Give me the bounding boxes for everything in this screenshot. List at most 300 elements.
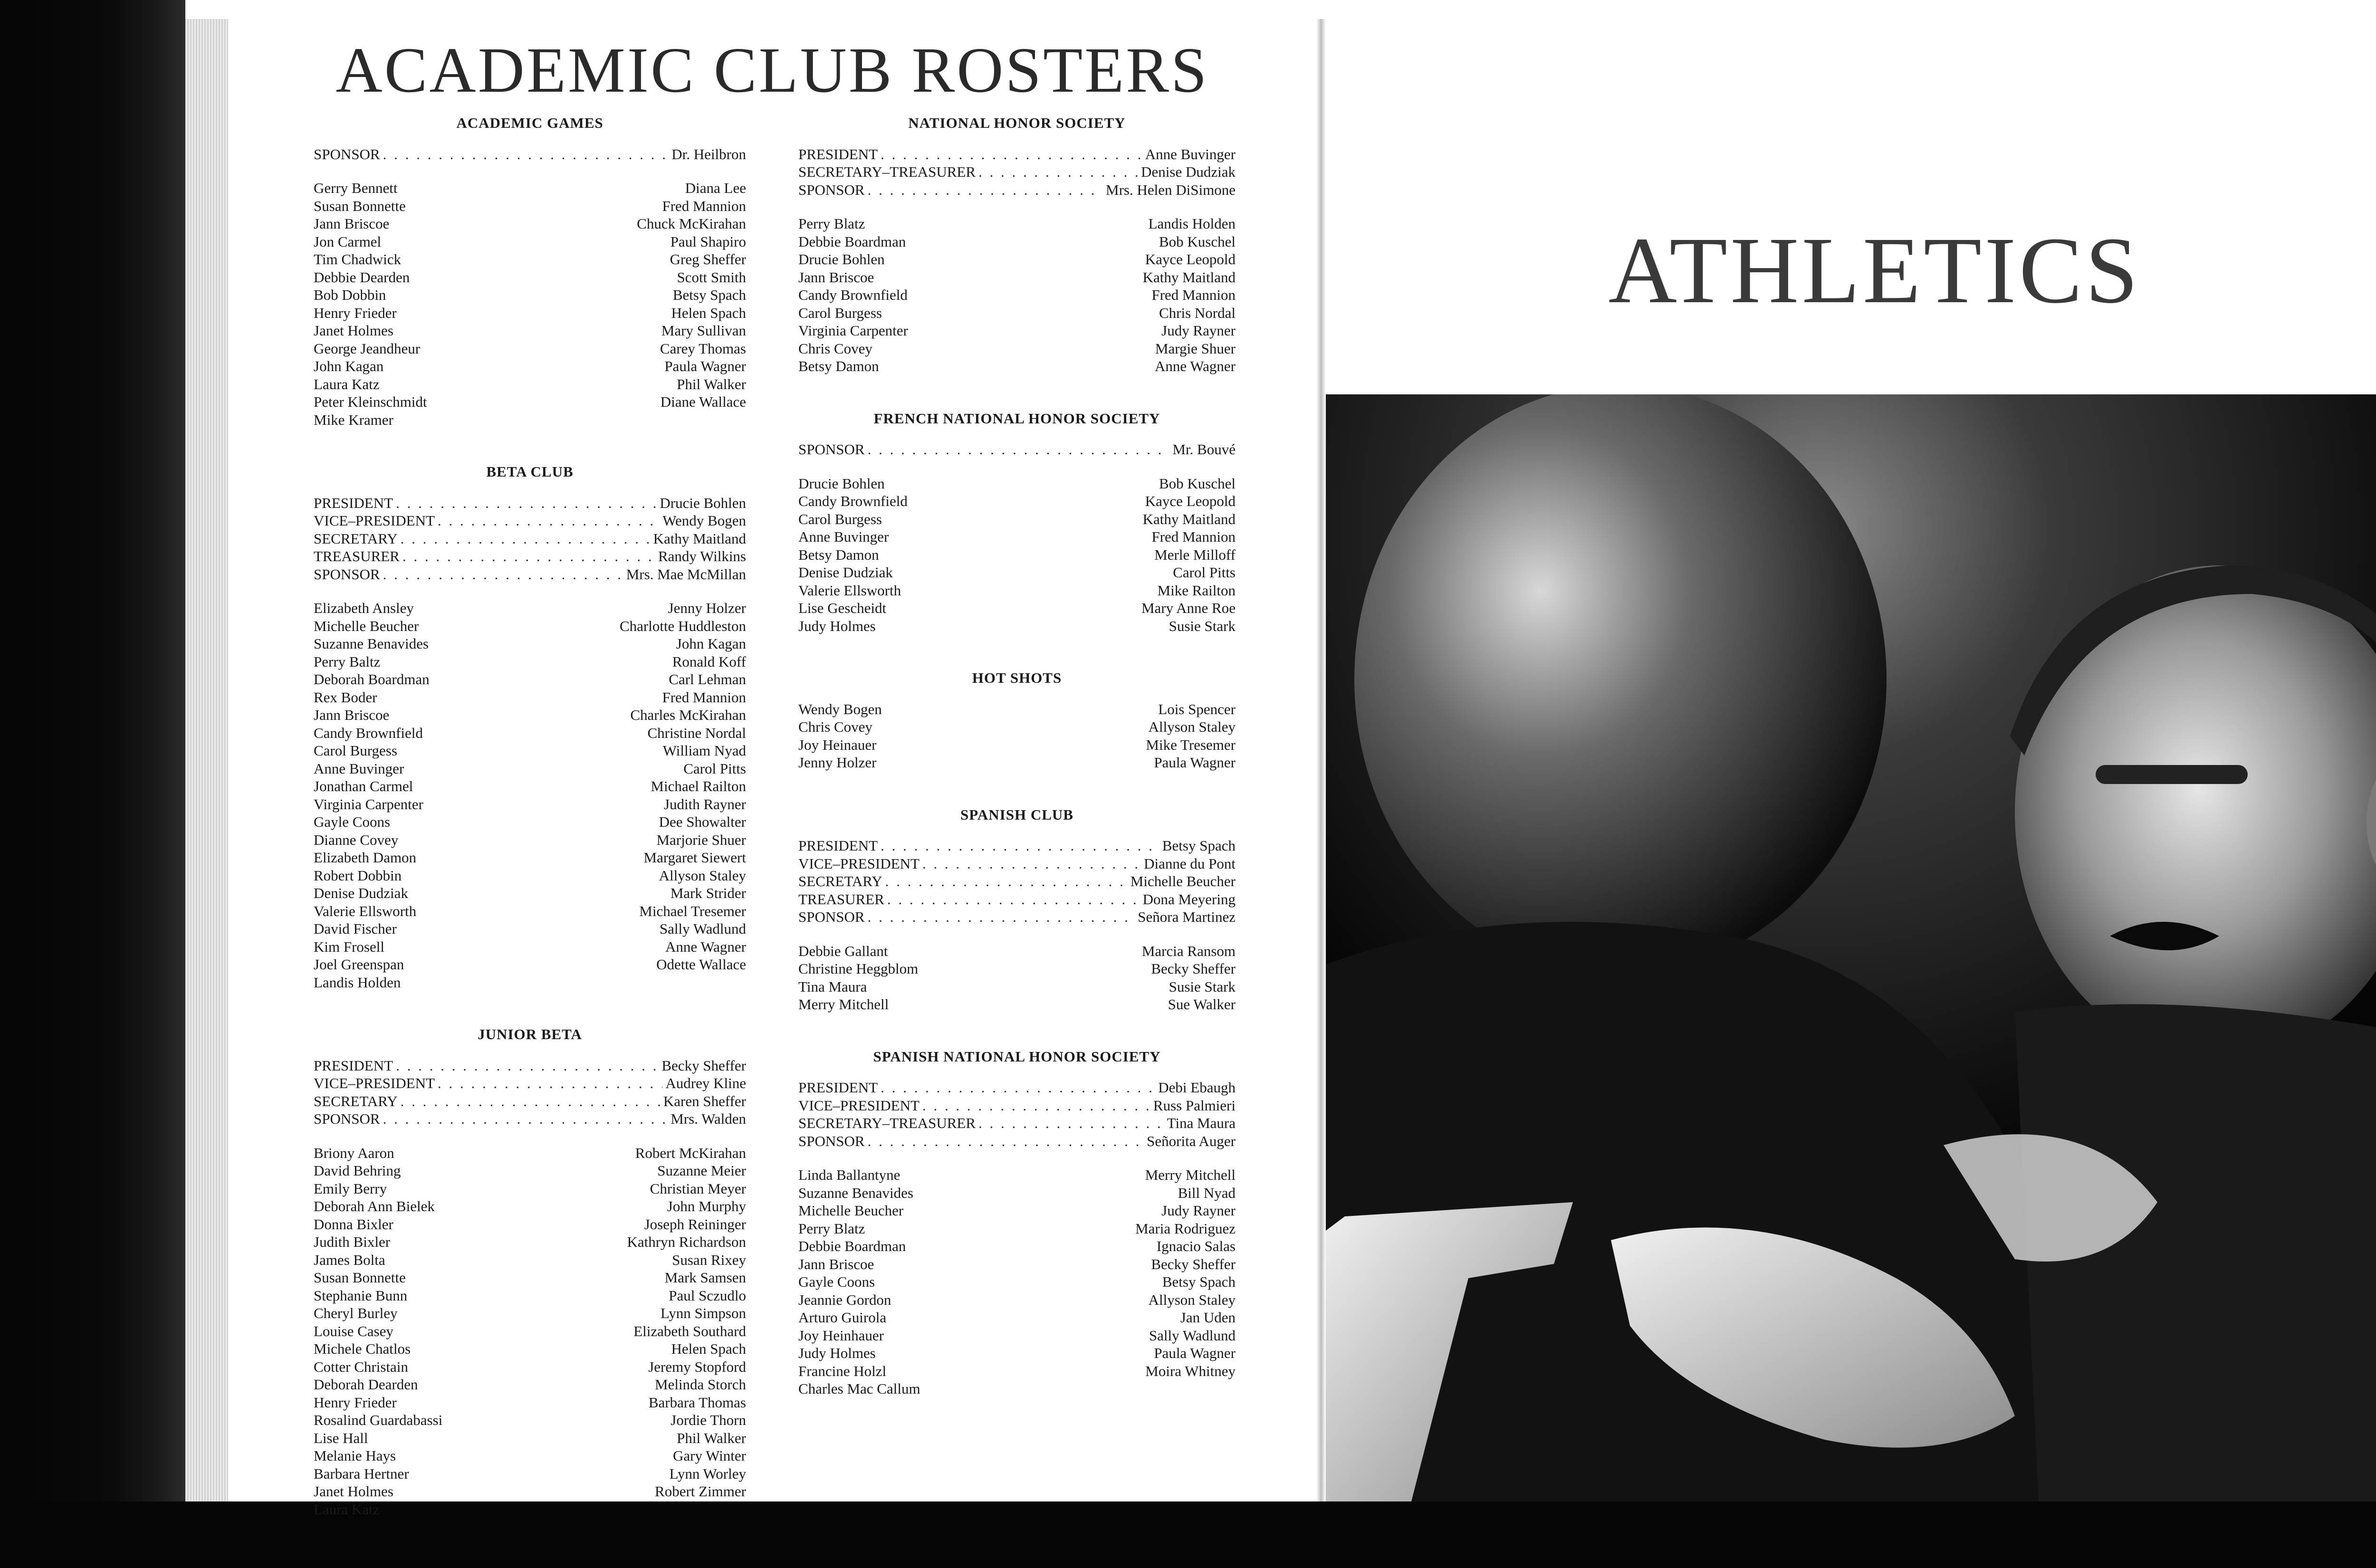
member-name: Donna Bixler	[314, 1215, 393, 1233]
member-name: Scott Smith	[677, 268, 746, 286]
member-name: Peter Kleinschmidt	[314, 393, 427, 410]
member-name: Betsy Damon	[798, 358, 879, 374]
member-name: Susan Bonnette	[314, 1269, 406, 1286]
member-name: Chris Covey	[798, 340, 872, 357]
officer-row-sponsor	[798, 1132, 1236, 1150]
member-name: John Kagan	[676, 635, 746, 652]
officer-row-president	[314, 1057, 746, 1075]
member-name: Betsy Damon	[798, 546, 879, 563]
officer-row-vice-president	[798, 855, 1236, 873]
member-name: Robert Zimmer	[655, 1483, 746, 1500]
section-spanish-club	[798, 806, 1236, 1048]
officer-row-sponsor	[798, 440, 1236, 459]
member-name: Judy Holmes	[798, 1345, 876, 1361]
member-name: Paul Shapiro	[670, 233, 746, 250]
member-name: Ignacio Salas	[1156, 1238, 1236, 1254]
member-name: Susan Rixey	[672, 1251, 746, 1268]
officer-name: Señorita Auger	[1147, 1132, 1236, 1149]
officer-role: VICE–PRESIDENT	[798, 1097, 920, 1114]
officer-role: SECRETARY–TREASURER	[798, 163, 976, 180]
section-spanish-nhs	[798, 1048, 1236, 1432]
officer-name: Kathy Maitland	[653, 530, 746, 547]
member-name: Jonathan Carmel	[314, 778, 413, 794]
officer-name: Debi Ebaugh	[1158, 1079, 1236, 1096]
officer-name: Señora Martinez	[1138, 908, 1236, 925]
member-name: James Bolta	[314, 1251, 385, 1268]
officer-row-secretary-treasurer	[798, 1114, 1236, 1132]
member-name: Janet Holmes	[314, 322, 393, 339]
officer-role: SPONSOR	[314, 565, 380, 583]
dot-leader	[868, 181, 1103, 199]
member-name: Paula Wagner	[1154, 754, 1236, 771]
member-list	[798, 215, 1236, 375]
member-name: Kathy Maitland	[1142, 510, 1236, 527]
member-name: Mike Tresemer	[1146, 736, 1236, 753]
member-name: Phil Walker	[677, 375, 746, 392]
member-name: Carol Burgess	[314, 742, 397, 759]
member-name: Betsy Spach	[672, 287, 746, 303]
member-name: Cheryl Burley	[314, 1305, 398, 1321]
member-name: Cotter Christain	[314, 1358, 408, 1375]
officer-role: VICE–PRESIDENT	[314, 512, 435, 529]
member-name: Jann Briscoe	[314, 707, 390, 723]
member-name: Perry Blatz	[798, 215, 865, 232]
dot-leader	[402, 547, 655, 565]
member-name: Virginia Carpenter	[314, 795, 423, 813]
section-title: SPANISH NATIONAL HONOR SOCIETY	[873, 1048, 1161, 1065]
member-name: William Nyad	[662, 742, 746, 759]
member-name: Carey Thomas	[660, 340, 746, 357]
member-name: Michael Tresemer	[639, 902, 746, 919]
member-name: Gary Winter	[673, 1447, 746, 1464]
member-name: Bob Kuschel	[1159, 233, 1236, 250]
member-list	[314, 599, 746, 991]
member-name: Sally Wadlund	[1149, 1327, 1236, 1344]
member-name: Charles Mac Callum	[798, 1380, 920, 1397]
officer-row-treasurer	[798, 890, 1236, 908]
officer-role: VICE–PRESIDENT	[798, 855, 920, 872]
member-name: Joseph Reininger	[644, 1215, 746, 1233]
section-gap	[798, 772, 1236, 806]
member-name: Debbie Dearden	[314, 268, 410, 286]
dot-leader	[887, 890, 1140, 908]
dot-leader	[868, 1132, 1144, 1150]
officer-role: SECRETARY	[314, 1092, 398, 1109]
member-name: Margaret Siewert	[643, 849, 746, 866]
member-name: Jann Briscoe	[798, 1255, 874, 1272]
member-name: Fred Mannion	[1151, 528, 1236, 545]
section-gap	[314, 991, 746, 1025]
section-title: NATIONAL HONOR SOCIETY	[908, 115, 1126, 131]
officer-row-sponsor	[314, 565, 746, 583]
officer-role: PRESIDENT	[798, 837, 878, 854]
member-name: Melinda Storch	[655, 1376, 746, 1393]
officer-role: SPONSOR	[798, 181, 865, 198]
member-name: Sally Wadlund	[659, 920, 746, 937]
officer-name: Betsy Spach	[1162, 837, 1236, 854]
page-stack-edge	[185, 19, 228, 1501]
member-name: Joy Heinhauer	[798, 1327, 884, 1344]
section-title: HOT SHOTS	[972, 669, 1062, 686]
member-name: Deborah Dearden	[314, 1376, 418, 1393]
member-name: Tina Maura	[798, 978, 867, 995]
officer-name: Drucie Bohlen	[660, 494, 746, 511]
section-gap	[798, 1013, 1236, 1048]
member-name: Mark Strider	[670, 885, 746, 901]
officer-row-president	[314, 494, 746, 512]
member-name: Stephanie Bunn	[314, 1287, 408, 1304]
member-name: Debbie Boardman	[798, 1238, 906, 1254]
dot-leader	[383, 1110, 668, 1128]
section-academic-games	[314, 114, 746, 463]
officer-name: Audrey Kline	[665, 1075, 746, 1091]
member-name: Robert McKirahan	[635, 1144, 746, 1161]
officer-role: SPONSOR	[314, 145, 380, 163]
dot-leader	[396, 494, 657, 512]
member-name: Joy Heinauer	[798, 736, 877, 753]
officer-name: Karen Sheffer	[663, 1092, 746, 1109]
officer-name: Mrs. Mae McMillan	[626, 565, 746, 583]
member-name: Anne Buvinger	[798, 528, 889, 545]
member-name: Jeremy Stopford	[648, 1358, 746, 1375]
member-name: Carl Lehman	[669, 671, 746, 688]
dot-leader	[881, 1079, 1155, 1097]
member-name: Lise Hall	[314, 1429, 368, 1446]
member-name: John Kagan	[314, 358, 384, 374]
member-name: Briony Aaron	[314, 1144, 394, 1161]
right-page	[1326, 19, 2376, 1501]
member-name: Anne Buvinger	[314, 760, 404, 777]
officer-role: SPONSOR	[798, 441, 865, 458]
member-list	[314, 1144, 746, 1519]
member-name: Drucie Bohlen	[798, 251, 885, 268]
dot-leader	[978, 1114, 1164, 1132]
member-name: Diane Wallace	[660, 393, 746, 410]
officer-row-secretary	[314, 530, 746, 548]
officer-name: Tina Maura	[1167, 1115, 1236, 1131]
member-name: Elizabeth Damon	[314, 849, 417, 866]
coach-player-photo	[1326, 394, 2376, 1501]
member-name: Charles McKirahan	[630, 707, 746, 723]
officer-row-sponsor	[798, 908, 1236, 926]
member-name: Christine Nordal	[647, 724, 746, 741]
left-column	[314, 114, 746, 1552]
member-name: Chris Nordal	[1159, 304, 1236, 321]
member-name: Anne Wagner	[665, 938, 746, 955]
section-gap	[314, 1518, 746, 1552]
member-name: Fred Mannion	[1151, 287, 1236, 303]
member-name: Merry Mitchell	[1145, 1166, 1236, 1183]
member-name: Gayle Coons	[798, 1273, 875, 1290]
dot-leader	[383, 565, 623, 583]
member-name: Carol Burgess	[798, 304, 882, 321]
section-gap	[798, 635, 1236, 669]
member-name	[620, 974, 746, 992]
member-name: Mary Anne Roe	[1141, 600, 1236, 616]
member-name: Helen Spach	[671, 1340, 746, 1357]
officer-role: PRESIDENT	[798, 1079, 878, 1096]
member-name: Candy Brownfield	[798, 493, 908, 509]
member-name: John Murphy	[667, 1198, 746, 1214]
member-name: Chris Covey	[798, 718, 872, 735]
member-name: Judy Rayner	[1161, 1202, 1236, 1219]
section-title: FRENCH NATIONAL HONOR SOCIETY	[873, 410, 1160, 427]
member-name: Valerie Ellsworth	[798, 582, 901, 599]
member-list	[798, 475, 1236, 635]
section-gap	[798, 1398, 1236, 1432]
member-name: Betsy Spach	[1162, 1273, 1236, 1290]
member-name: Lois Spencer	[1158, 700, 1236, 717]
member-name: Wendy Bogen	[798, 700, 882, 717]
section-gap	[798, 375, 1236, 410]
member-name: Debbie Gallant	[798, 942, 888, 959]
section-national-honor-society	[798, 114, 1236, 410]
member-name: Jordie Thorn	[671, 1412, 746, 1428]
member-name: Maria Rodriguez	[1135, 1220, 1236, 1237]
member-name: Judy Holmes	[798, 617, 876, 634]
officer-role: PRESIDENT	[314, 494, 393, 511]
member-name: Greg Sheffer	[670, 251, 746, 268]
book-gutter	[1316, 19, 1326, 1501]
member-name: Judith Bixler	[314, 1233, 391, 1250]
member-name: Laura Katz	[314, 375, 380, 392]
member-name: Rex Boder	[314, 688, 377, 706]
member-name: Bob Kuschel	[1159, 475, 1236, 492]
member-name: Henry Frieder	[314, 1394, 397, 1411]
section-title: SPANISH CLUB	[960, 806, 1073, 823]
officer-role: SECRETARY–TREASURER	[798, 1115, 976, 1131]
officer-name: Wendy Bogen	[662, 512, 746, 529]
member-name: Gayle Coons	[314, 813, 391, 830]
officer-role: SECRETARY	[798, 873, 882, 889]
member-name: Fred Mannion	[662, 197, 746, 214]
officer-row-secretary	[798, 872, 1236, 890]
member-name: Debbie Boardman	[798, 233, 906, 250]
scan-border-left	[0, 0, 185, 1568]
officer-row-president	[798, 145, 1236, 163]
member-name: Linda Ballantyne	[798, 1166, 901, 1183]
member-name: Anne Wagner	[1155, 358, 1236, 374]
member-name: Laura Katz	[314, 1501, 380, 1518]
officer-row-president	[798, 1079, 1236, 1097]
member-name: Becky Sheffer	[1151, 960, 1236, 977]
member-name: Michelle Beucher	[798, 1202, 904, 1219]
member-name: Susie Stark	[1169, 617, 1236, 634]
officer-row-president	[798, 837, 1236, 855]
member-name: Carol Pitts	[1173, 564, 1236, 581]
member-name: Merry Mitchell	[798, 996, 889, 1013]
member-name: Landis Holden	[314, 974, 401, 991]
member-name: Suzanne Benavides	[798, 1184, 913, 1201]
member-name: Susie Stark	[1169, 978, 1236, 995]
member-name: Candy Brownfield	[798, 287, 908, 303]
section-gap	[314, 429, 746, 463]
member-name: Denise Dudziak	[314, 885, 408, 901]
member-name: Sue Walker	[1168, 996, 1236, 1013]
dot-leader	[438, 512, 660, 530]
member-name: Allyson Staley	[1148, 718, 1236, 735]
member-name: Jenny Holzer	[798, 754, 877, 771]
officer-name: Michelle Beucher	[1130, 873, 1236, 889]
officer-role: PRESIDENT	[798, 145, 878, 163]
left-page	[228, 19, 1316, 1518]
member-name: Landis Holden	[1148, 215, 1236, 232]
officer-row-sponsor	[314, 1110, 746, 1128]
officer-role: SPONSOR	[798, 1132, 865, 1149]
member-list	[798, 942, 1236, 1013]
member-name: Michele Chatlos	[314, 1340, 411, 1357]
section-hot-shots	[798, 669, 1236, 806]
member-name: Henry Frieder	[314, 304, 397, 321]
member-name: Paula Wagner	[1154, 1345, 1236, 1361]
member-name: Arturo Guirola	[798, 1309, 887, 1326]
member-name: Kathy Maitland	[1142, 268, 1236, 286]
member-name: Ronald Koff	[672, 653, 746, 670]
member-name: Jenny Holzer	[668, 600, 746, 616]
member-name: Jon Carmel	[314, 233, 382, 250]
page-title: ACADEMIC CLUB ROSTERS	[335, 35, 1209, 106]
member-name: Merle Milloff	[1154, 546, 1236, 563]
section-title: ACADEMIC GAMES	[456, 115, 604, 131]
member-list	[798, 1166, 1236, 1398]
member-name: Elizabeth Southard	[633, 1322, 746, 1339]
dot-leader	[438, 1074, 663, 1092]
member-name: Elizabeth Ansley	[314, 600, 414, 616]
officer-name: Dr. Heilbron	[671, 145, 746, 163]
dot-leader	[401, 530, 651, 548]
member-name: Diana Lee	[685, 180, 746, 196]
member-name: Mike Kramer	[314, 411, 393, 428]
member-name: Robert Dobbin	[314, 867, 402, 884]
member-name: Michael Railton	[651, 778, 746, 794]
member-name: Kim Frosell	[314, 938, 384, 955]
officer-row-sponsor	[798, 181, 1236, 199]
member-name: Jann Briscoe	[798, 268, 874, 286]
officer-name: Randy Wilkins	[658, 548, 746, 564]
member-name: Joel Greenspan	[314, 956, 404, 973]
member-name: Louise Casey	[314, 1322, 393, 1339]
dot-leader	[881, 145, 1142, 163]
member-name: Allyson Staley	[659, 867, 746, 884]
member-name: Perry Baltz	[314, 653, 381, 670]
dot-leader	[885, 872, 1128, 890]
member-name: Michelle Beucher	[314, 617, 419, 634]
member-name: Bob Dobbin	[314, 287, 386, 303]
member-name: Barbara Thomas	[648, 1394, 746, 1411]
officer-role: SECRETARY	[314, 530, 398, 547]
officer-role: TREASURER	[314, 548, 400, 564]
dot-leader	[881, 837, 1159, 855]
member-name: Kayce Leopold	[1145, 493, 1236, 509]
member-name: Lynn Simpson	[660, 1305, 746, 1321]
member-name: Bill Nyad	[1178, 1184, 1236, 1201]
member-name: Marcia Ransom	[1141, 942, 1236, 959]
officer-row-sponsor	[314, 145, 746, 163]
officer-name: Anne Buvinger	[1145, 145, 1236, 163]
officer-name: Dona Meyering	[1142, 890, 1236, 908]
athletics-photo	[1326, 394, 2376, 1501]
member-name: Jan Uden	[1180, 1309, 1236, 1326]
member-name	[1135, 1380, 1236, 1398]
officer-role: SPONSOR	[314, 1110, 380, 1127]
member-name: Rosalind Guardabassi	[314, 1412, 443, 1428]
officer-name: Dianne du Pont	[1144, 855, 1236, 872]
member-name: Suzanne Meier	[657, 1162, 746, 1179]
member-name: Susan Bonnette	[314, 197, 406, 214]
section-title: JUNIOR BETA	[478, 1026, 582, 1042]
officer-name: Denise Dudziak	[1141, 163, 1236, 180]
member-name: Marjorie Shuer	[656, 831, 746, 848]
officer-role: TREASURER	[798, 890, 884, 908]
member-name: David Behring	[314, 1162, 401, 1179]
right-column	[798, 114, 1236, 1432]
member-name: Carol Burgess	[798, 510, 882, 527]
member-name: Suzanne Benavides	[314, 635, 429, 652]
member-list	[798, 700, 1236, 772]
officer-name: Mrs. Walden	[671, 1110, 746, 1127]
member-name: Tim Chadwick	[314, 251, 402, 268]
officer-role: VICE–PRESIDENT	[314, 1075, 435, 1091]
section-junior-beta	[314, 1025, 746, 1552]
member-name: Dianne Covey	[314, 831, 399, 848]
member-name: Perry Blatz	[798, 1220, 865, 1237]
officer-row-secretary	[314, 1092, 746, 1110]
member-name: Denise Dudziak	[798, 564, 893, 581]
officer-row-vice-president	[314, 1074, 746, 1092]
dot-leader	[978, 163, 1138, 181]
member-name: Janet Holmes	[314, 1483, 393, 1500]
section-beta-club	[314, 463, 746, 1025]
officer-row-vice-president	[798, 1097, 1236, 1115]
member-name: Gerry Bennett	[314, 180, 398, 196]
member-name: Lynn Worley	[669, 1465, 746, 1482]
member-name: Valerie Ellsworth	[314, 902, 417, 919]
member-name: Margie Shuer	[1155, 340, 1236, 357]
member-name: Paul Sczudlo	[669, 1287, 746, 1304]
member-name: Drucie Bohlen	[798, 475, 885, 492]
member-name: Deborah Ann Bielek	[314, 1198, 435, 1214]
member-name: Melanie Hays	[314, 1447, 396, 1464]
officer-name: Mr. Bouvé	[1172, 441, 1236, 458]
dot-leader	[868, 908, 1135, 926]
officer-role: SPONSOR	[798, 908, 865, 925]
athletics-title: ATHLETICS	[1608, 218, 2141, 323]
member-name: George Jeandheur	[314, 340, 421, 357]
member-name: Mary Sullivan	[661, 322, 746, 339]
member-name: Christine Heggblom	[798, 960, 919, 977]
officer-row-treasurer	[314, 547, 746, 565]
dot-leader	[383, 145, 669, 163]
dot-leader	[922, 1097, 1150, 1115]
member-name: Jann Briscoe	[314, 215, 390, 232]
member-name: Judith Rayner	[663, 795, 746, 813]
dot-leader	[396, 1057, 659, 1075]
member-name: Kayce Leopold	[1145, 251, 1236, 268]
member-name: Emily Berry	[314, 1180, 387, 1197]
officer-role: PRESIDENT	[314, 1057, 393, 1074]
member-name: Becky Sheffer	[1151, 1255, 1236, 1272]
member-name: Virginia Carpenter	[798, 322, 908, 339]
member-name: Francine Holzl	[798, 1362, 887, 1379]
officer-name: Mrs. Helen DiSimone	[1106, 181, 1236, 198]
member-name: Mike Railton	[1157, 582, 1236, 599]
dot-leader	[922, 855, 1141, 873]
member-name: Judy Rayner	[1161, 322, 1236, 339]
officer-row-vice-president	[314, 512, 746, 530]
officer-row-secretary-treasurer	[798, 163, 1236, 181]
member-list	[314, 179, 746, 429]
member-name: Allyson Staley	[1148, 1291, 1236, 1308]
